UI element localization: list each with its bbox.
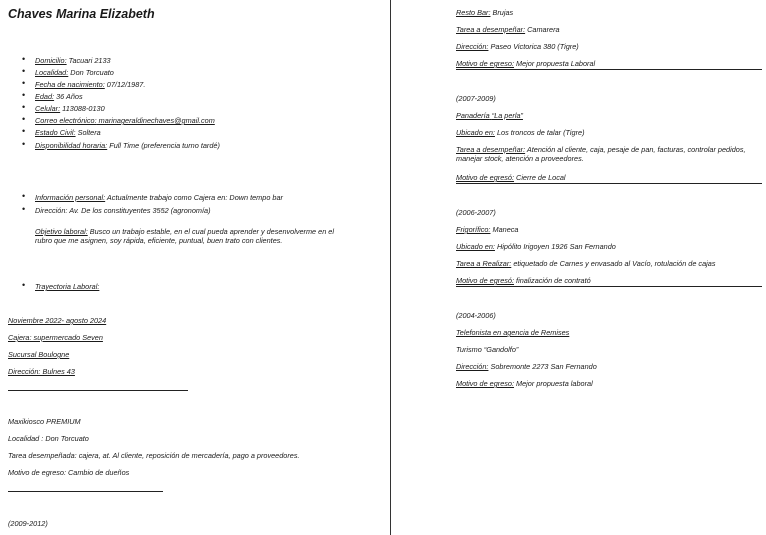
job2-motivo: Motivo de egreso: Cambio de dueños bbox=[8, 468, 130, 477]
email-link[interactable]: marinageraldinechaves@gmail.com bbox=[96, 116, 215, 125]
resto-direccion: Dirección: Paseo Victorica 380 (Tigre) bbox=[456, 42, 579, 51]
info-direccion: • Dirección: Av. De los constituyentes 3552 (agronomía) bbox=[35, 206, 211, 215]
contact-estado-civil: • Estado Civil: Soltera bbox=[35, 128, 101, 137]
separator-line bbox=[456, 69, 762, 70]
separator-line bbox=[456, 183, 762, 184]
panaderia-tarea: Tarea a desempeñar: Atención al cliente, caja, pesaje de pan, facturas, controlar pedidos, manejar stock, atención a proveedores. bbox=[456, 145, 746, 163]
job1-sucursal: Sucursal Boulogne bbox=[8, 350, 70, 359]
job2-localidad: Localidad : Don Torcuato bbox=[8, 434, 89, 443]
info-personal: • Información personal: Actualmente trabajo como Cajera en: Down tempo bar bbox=[35, 193, 283, 202]
panaderia-ubicado: Ubicado en: Los troncos de talar (Tigre) bbox=[456, 128, 585, 137]
resto-motivo: Motivo de egreso: Mejor propuesta Laboral bbox=[456, 59, 596, 68]
page-divider bbox=[390, 0, 391, 535]
job2-name: Maxikiosco PREMIUM bbox=[8, 417, 81, 426]
job1-period: Noviembre 2022- agosto 2024 bbox=[8, 316, 107, 325]
period-2004-2006: (2004-2006) bbox=[456, 311, 496, 320]
turismo: Turismo “Gandolfo” bbox=[456, 345, 519, 354]
job2-tarea: Tarea desempeñada: cajera, at. Al cliente, reposición de mercadería, pago a proveedores. bbox=[8, 451, 300, 460]
trayectoria-heading: • Trayectoria Laboral: bbox=[35, 282, 99, 291]
resto-tarea: Tarea a desempeñar: Camarera bbox=[456, 25, 560, 34]
turismo-direccion: Dirección: Sobremonte 2273 San Fernando bbox=[456, 362, 597, 371]
frigorifico-tarea: Tarea a Realizar: etiquetado de Carnes y envasado al Vacío, rotulación de cajas bbox=[456, 259, 716, 268]
panaderia: Panadería “La perla” bbox=[456, 111, 523, 120]
candidate-name: Chaves Marina Elizabeth bbox=[8, 7, 155, 21]
frigorifico: Frigorífico: Maneca bbox=[456, 225, 519, 234]
right-page bbox=[392, 0, 766, 535]
separator-line bbox=[8, 491, 163, 492]
contact-localidad: • Localidad: Don Torcuato bbox=[35, 68, 114, 77]
period-2007-2009: (2007-2009) bbox=[456, 94, 496, 103]
job1-cajera: Cajera: supermercado Seven bbox=[8, 333, 103, 342]
separator-line bbox=[456, 286, 762, 287]
resto-bar: Resto Bar: Brujas bbox=[456, 8, 514, 17]
period-2009-2012: (2009-2012) bbox=[8, 519, 48, 528]
contact-disponibilidad: • Disponibilidad horaria: Full Time (preferencia turno tardé) bbox=[35, 141, 220, 150]
separator-line bbox=[8, 390, 188, 391]
panaderia-motivo: Motivo de egresó: Cierre de Local bbox=[456, 173, 566, 182]
contact-domicilio: • Domicilio: Tacuari 2133 bbox=[35, 56, 111, 65]
frigorifico-motivo: Motivo de egresó: finalización de contrató bbox=[456, 276, 591, 285]
period-2006-2007: (2006-2007) bbox=[456, 208, 496, 217]
contact-correo: • Correo electrónico: marinageraldinechaves@gmail.com bbox=[35, 116, 215, 125]
contact-fecha-nacimiento: • Fecha de nacimiento: 07/12/1987. bbox=[35, 80, 145, 89]
telefonista: Telefonista en agencia de Remises bbox=[456, 328, 570, 337]
job1-direccion: Dirección: Bulnes 43 bbox=[8, 367, 75, 376]
contact-celular: • Celular: 113088-0130 bbox=[35, 104, 105, 113]
contact-edad: • Edad: 36 Años bbox=[35, 92, 83, 101]
turismo-motivo: Motivo de egreso: Mejor propuesta laboral bbox=[456, 379, 593, 388]
frigorifico-ubicado: Ubicado en: Hipólito Irigoyen 1926 San Fernando bbox=[456, 242, 616, 251]
objetivo-laboral: Objetivo laboral: Busco un trabajo estable, en el cual pueda aprender y desenvolverme en el rubro que me asignen, soy rápida, eficiente, puntual, buen trato con clientes. bbox=[35, 227, 334, 245]
